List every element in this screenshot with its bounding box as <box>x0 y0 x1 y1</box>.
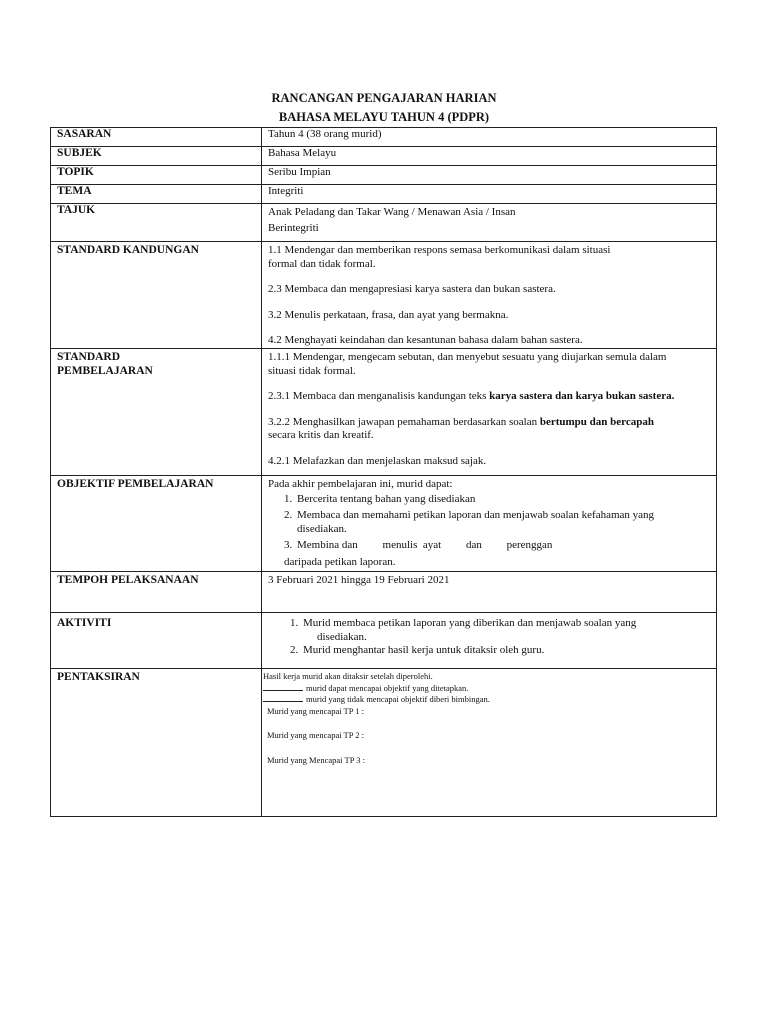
label-tema: TEMA <box>51 185 262 204</box>
objektif-item-3 <box>284 539 710 553</box>
row-aktiviti <box>51 613 717 669</box>
row-pentaksiran <box>51 669 717 817</box>
row-tajuk <box>51 204 717 242</box>
label-sasaran: SASARAN <box>51 128 262 147</box>
sp-label-line-2: PEMBELAJARAN <box>57 364 153 377</box>
value-topik: Seribu Impian <box>262 166 717 185</box>
document-subtitle: BAHASA MELAYU TAHUN 4 (PDPR) <box>278 110 490 124</box>
label-tempoh: TEMPOH PELAKSANAAN <box>51 572 262 613</box>
aktiviti-text-1 <box>303 617 636 644</box>
lesson-plan-table <box>50 127 717 817</box>
objektif-text-2a: Membaca dan memahami petikan laporan dan menjawab soalan kefahaman yang <box>297 509 655 521</box>
sk-item-4: 4.2 Menghayati keindahan dan kesantunan bahasa dalam bahan sastera. <box>268 334 583 346</box>
label-tajuk: TAJUK <box>51 204 262 242</box>
row-subjek <box>51 147 717 166</box>
objektif-num-3: 3. <box>284 539 293 551</box>
objektif-text-2 <box>297 509 654 536</box>
aktiviti-text-1a: Murid membaca petikan laporan yang diberikan dan menjawab soalan yang <box>303 617 637 629</box>
value-sasaran: Tahun 4 (38 orang murid) <box>262 128 717 147</box>
label-pentaksiran: PENTAKSIRAN <box>51 669 262 817</box>
objektif-list <box>268 493 710 553</box>
aktiviti-num-2: 2. <box>290 644 299 656</box>
blank-line <box>263 683 303 691</box>
sp-item-4: 4.2.1 Melafazkan dan menjelaskan maksud sajak. <box>268 454 487 467</box>
aktiviti-text-1b: disediakan. <box>317 630 367 643</box>
label-subjek: SUBJEK <box>51 147 262 166</box>
sp-item-1-cont: situasi tidak formal. <box>268 364 356 377</box>
pentaksiran-line-2 <box>263 683 710 695</box>
pentaksiran-line-3 <box>263 694 710 706</box>
objektif-num-1: 1. <box>284 492 293 505</box>
row-tempoh <box>51 572 717 613</box>
pentaksiran-tp2: Murid yang mencapai TP 2 : <box>267 730 365 740</box>
objektif-item-2 <box>284 509 710 536</box>
pentaksiran-line-2-text: murid dapat mencapai objektif yang ditetapkan. <box>306 682 469 693</box>
objektif-text-3-cont: daripada petikan laporan. <box>284 555 396 568</box>
value-tempoh: 3 Februari 2021 hingga 19 Februari 2021 <box>262 572 717 613</box>
aktiviti-item-2 <box>290 644 710 658</box>
pentaksiran-line-3-text: murid yang tidak mencapai objektif diberi bimbingan. <box>306 694 490 704</box>
tajuk-line-2: Berintegriti <box>268 221 319 234</box>
value-objektif <box>262 476 717 572</box>
label-topik: TOPIK <box>51 166 262 185</box>
sp-item-2-text: 2.3.1 Membaca dan menganalisis kandungan teks <box>268 390 490 402</box>
aktiviti-list <box>268 617 710 658</box>
objektif-text-1: Bercerita tentang bahan yang disediakan <box>297 492 476 505</box>
aktiviti-num-1: 1. <box>290 617 299 629</box>
aktiviti-text-2: Murid menghantar hasil kerja untuk ditaksir oleh guru. <box>303 644 545 656</box>
sp-item-3 <box>268 416 710 430</box>
blank-line <box>263 694 303 702</box>
label-standard-kandungan: STANDARD KANDUNGAN <box>51 242 262 349</box>
objektif-num-2: 2. <box>284 509 293 521</box>
sp-item-2-bold: karya sastera dan karya bukan sastera. <box>489 390 675 402</box>
row-tema <box>51 185 717 204</box>
label-standard-pembelajaran <box>51 349 262 476</box>
sp-item-2 <box>268 390 710 404</box>
sp-item-1: 1.1.1 Mendengar, mengecam sebutan, dan menyebut sesuatu yang diujarkan semula dalam <box>268 351 667 363</box>
tajuk-line-1: Anak Peladang dan Takar Wang / Menawan Asia / Insan <box>268 206 516 218</box>
sk-item-3: 3.2 Menulis perkataan, frasa, dan ayat yang bermakna. <box>268 308 509 321</box>
value-tajuk <box>262 204 717 242</box>
row-standard-kandungan <box>51 242 717 349</box>
row-sasaran <box>51 128 717 147</box>
sk-item-2: 2.3 Membaca dan mengapresiasi karya sastera dan bukan sastera. <box>268 283 556 295</box>
sk-item-1-cont: formal dan tidak formal. <box>268 257 376 270</box>
pentaksiran-tp1: Murid yang mencapai TP 1 : <box>267 705 365 716</box>
value-aktiviti <box>262 613 717 669</box>
label-aktiviti: AKTIVITI <box>51 613 262 669</box>
aktiviti-item-1 <box>290 617 710 644</box>
label-objektif: OBJEKTIF PEMBELAJARAN <box>51 476 262 572</box>
value-standard-pembelajaran <box>262 349 717 476</box>
objektif-intro: Pada akhir pembelajaran ini, murid dapat: <box>268 478 453 490</box>
objektif-text-2b: disediakan. <box>297 522 347 535</box>
value-tema: Integriti <box>262 185 717 204</box>
sp-item-3-cont: secara kritis dan kreatif. <box>268 429 374 441</box>
row-topik <box>51 166 717 185</box>
sp-item-3-text: 3.2.2 Menghasilkan jawapan pemahaman berdasarkan soalan <box>268 415 540 428</box>
document-title: RANCANGAN PENGAJARAN HARIAN <box>271 91 497 105</box>
row-objektif <box>51 476 717 572</box>
value-pentaksiran <box>262 669 717 817</box>
sp-label-line-1: STANDARD <box>57 351 121 363</box>
sp-item-3-bold: bertumpu dan bercapah <box>539 415 654 428</box>
pentaksiran-line-1: Hasil kerja murid akan ditaksir setelah diperolehi. <box>263 671 433 681</box>
row-standard-pembelajaran <box>51 349 717 476</box>
value-subjek: Bahasa Melayu <box>262 147 717 166</box>
objektif-text-3: Membina dan menulis ayat dan perenggan <box>297 539 553 551</box>
sk-item-1: 1.1 Mendengar dan memberikan respons semasa berkomunikasi dalam situasi <box>268 244 611 256</box>
pentaksiran-tp3: Murid yang Mencapai TP 3 : <box>267 754 365 765</box>
objektif-item-1 <box>284 493 710 507</box>
value-standard-kandungan <box>262 242 717 349</box>
